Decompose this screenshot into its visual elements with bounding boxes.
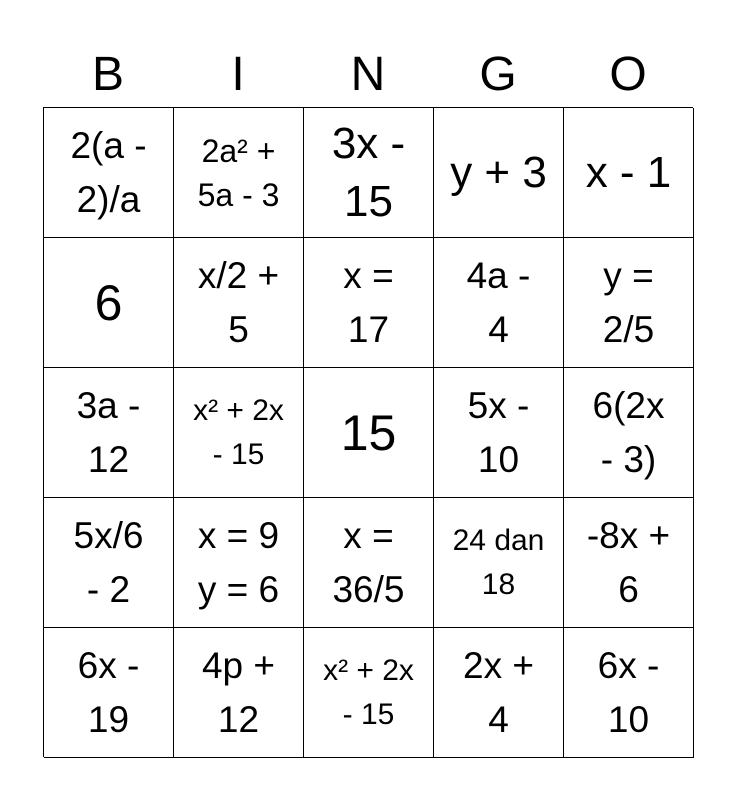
cell-text: 2x + 4 [463, 644, 534, 740]
bingo-board [43, 107, 693, 757]
bingo-cell [304, 108, 434, 238]
bingo-cell [564, 368, 694, 498]
cell-text: 5x - 10 [467, 384, 530, 480]
bingo-cell [44, 628, 174, 758]
cell-text: x = 36/5 [332, 514, 405, 610]
cell-text: x = 9 y = 6 [197, 514, 280, 610]
cell-text: y + 3 [450, 147, 547, 197]
bingo-cell [304, 238, 434, 368]
bingo-cell [174, 498, 304, 628]
bingo-cell [434, 628, 564, 758]
bingo-cell [174, 238, 304, 368]
cell-text: 3a - 12 [76, 384, 141, 480]
bingo-cell [174, 368, 304, 498]
bingo-cell [434, 238, 564, 368]
cell-text: y = 2/5 [602, 254, 655, 350]
bingo-cell [174, 628, 304, 758]
header-letter-i: I [231, 48, 245, 101]
header-letter-g: G [479, 48, 517, 101]
cell-text: 6x - 10 [597, 644, 660, 740]
bingo-cell [44, 498, 174, 628]
cell-text: x - 1 [585, 147, 672, 197]
cell-text: x² + 2x - 15 [193, 393, 284, 471]
bingo-cell [564, 108, 694, 238]
header-letter-o: O [609, 48, 647, 101]
cell-text: 2(a - 2)/a [70, 124, 147, 220]
bingo-header [43, 44, 693, 106]
bingo-cell [434, 498, 564, 628]
bingo-cell [44, 238, 174, 368]
cell-text: 6(2x - 3) [592, 384, 665, 480]
cell-text: -8x + 6 [586, 514, 671, 610]
bingo-cell [434, 108, 564, 238]
bingo-cell [564, 628, 694, 758]
cell-text: 4p + 12 [201, 644, 276, 740]
bingo-cell [44, 368, 174, 498]
header-letter-n: N [350, 48, 386, 101]
cell-text: 6x - 19 [77, 644, 140, 740]
header-letter-b: B [91, 48, 124, 101]
cell-text: 6 [94, 274, 123, 331]
bingo-cell [564, 498, 694, 628]
bingo-cell [304, 628, 434, 758]
cell-text: 15 [340, 404, 397, 461]
cell-text: 5x/6 - 2 [73, 514, 144, 610]
cell-text: 3x - 15 [331, 118, 406, 226]
cell-text: x = 17 [343, 254, 394, 350]
bingo-cell [304, 498, 434, 628]
cell-text: 4a - 4 [466, 254, 531, 350]
bingo-cell [434, 368, 564, 498]
bingo-cell [44, 108, 174, 238]
bingo-cell [564, 238, 694, 368]
bingo-cell [174, 108, 304, 238]
cell-text: 24 dan 18 [452, 523, 545, 601]
bingo-cell [304, 368, 434, 498]
cell-text: x/2 + 5 [197, 254, 280, 350]
cell-text: 2a² + 5a - 3 [197, 132, 280, 213]
cell-text: x² + 2x - 15 [323, 653, 414, 731]
